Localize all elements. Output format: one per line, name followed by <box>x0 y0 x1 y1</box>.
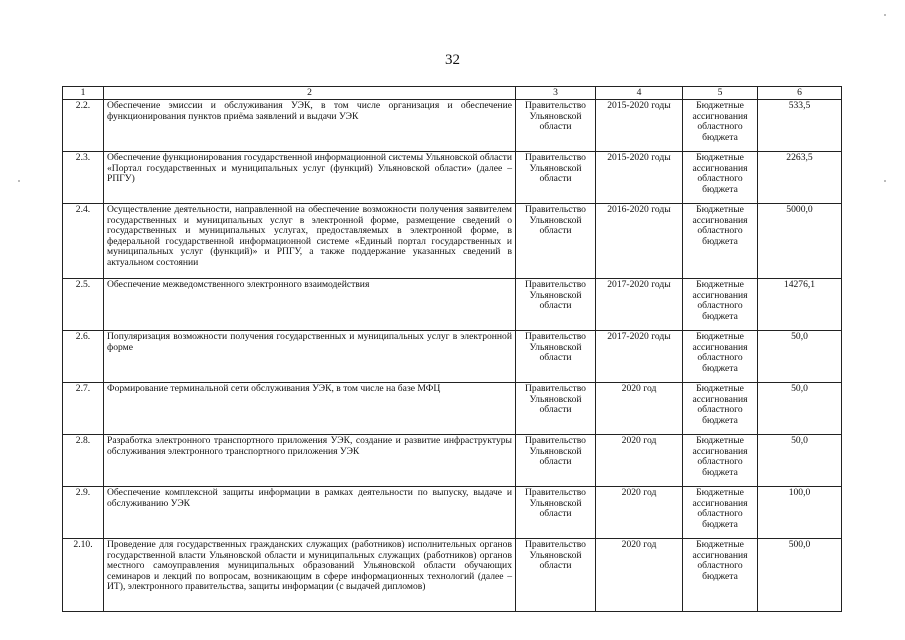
table-row <box>63 100 842 152</box>
page-number: 32 <box>445 52 460 68</box>
amount-cell: 2263,5 <box>758 152 842 204</box>
amount-cell: 500,0 <box>758 539 842 612</box>
amount-cell: 5000,0 <box>758 204 842 279</box>
measure-description: Обеспечение межведомственного электронного взаимодействия <box>104 279 516 331</box>
measure-description: Осуществление деятельности, направленной на обеспечение возможности получения заявителем государственных и муниципальных услуг в электронной форме, размещение сведений о государственных и муниципальных услугах, предоставляемых в электронной форме, в федеральной государственной информационной системе «Единый портал государственных и муниципальных услуг (функций)» и РПГУ, а также поддержание указанных сведений в актуальном состоянии <box>104 204 516 279</box>
table-row <box>63 152 842 204</box>
executor-cell: Правительство Ульяновской области <box>516 279 596 331</box>
measure-description: Формирование терминальной сети обслуживания УЭК, в том числе на базе МФЦ <box>104 383 516 435</box>
period-cell: 2020 год <box>596 487 683 539</box>
scan-artifact <box>884 180 886 182</box>
funding-source-cell: Бюджетные ассигнования областного бюджета <box>683 435 758 487</box>
executor-cell: Правительство Ульяновской области <box>516 383 596 435</box>
column-number-3: 3 <box>516 87 596 100</box>
amount-cell: 50,0 <box>758 331 842 383</box>
row-number: 2.2. <box>63 100 104 152</box>
funding-source-cell: Бюджетные ассигнования областного бюджета <box>683 487 758 539</box>
funding-source-cell: Бюджетные ассигнования областного бюджета <box>683 152 758 204</box>
period-cell: 2016-2020 годы <box>596 204 683 279</box>
funding-source-cell: Бюджетные ассигнования областного бюджета <box>683 383 758 435</box>
executor-cell: Правительство Ульяновской области <box>516 487 596 539</box>
measure-description: Популяризация возможности получения государственных и муниципальных услуг в электронной форме <box>104 331 516 383</box>
period-cell: 2015-2020 годы <box>596 100 683 152</box>
amount-cell: 533,5 <box>758 100 842 152</box>
table-row <box>63 331 842 383</box>
amount-cell: 50,0 <box>758 383 842 435</box>
executor-cell: Правительство Ульяновской области <box>516 331 596 383</box>
row-number: 2.5. <box>63 279 104 331</box>
executor-cell: Правительство Ульяновской области <box>516 435 596 487</box>
column-number-row <box>63 87 842 100</box>
column-number-2: 2 <box>104 87 516 100</box>
measure-description: Обеспечение комплексной защиты информации в рамках деятельности по выпуску, выдаче и обслуживанию УЭК <box>104 487 516 539</box>
period-cell: 2017-2020 годы <box>596 279 683 331</box>
funding-source-cell: Бюджетные ассигнования областного бюджета <box>683 331 758 383</box>
period-cell: 2020 год <box>596 435 683 487</box>
amount-cell: 100,0 <box>758 487 842 539</box>
table-row <box>63 204 842 279</box>
column-number-6: 6 <box>758 87 842 100</box>
table-row <box>63 383 842 435</box>
measure-description: Обеспечение эмиссии и обслуживания УЭК, в том числе организация и обеспечение функционирования пунктов приёма заявлений и выдачи УЭК <box>104 100 516 152</box>
table-row <box>63 435 842 487</box>
scan-artifact <box>884 14 886 16</box>
funding-source-cell: Бюджетные ассигнования областного бюджета <box>683 204 758 279</box>
row-number: 2.3. <box>63 152 104 204</box>
row-number: 2.4. <box>63 204 104 279</box>
executor-cell: Правительство Ульяновской области <box>516 100 596 152</box>
row-number: 2.7. <box>63 383 104 435</box>
table-body <box>63 87 842 612</box>
period-cell: 2020 год <box>596 539 683 612</box>
period-cell: 2017-2020 годы <box>596 331 683 383</box>
measure-description: Обеспечение функционирования государственной информационной системы Ульяновской области «Портал государственных и муниципальных услуг (функций) Ульяновской области» (далее – РПГУ) <box>104 152 516 204</box>
table-row <box>63 487 842 539</box>
column-number-5: 5 <box>683 87 758 100</box>
funding-source-cell: Бюджетные ассигнования областного бюджета <box>683 100 758 152</box>
funding-source-cell: Бюджетные ассигнования областного бюджета <box>683 539 758 612</box>
row-number: 2.6. <box>63 331 104 383</box>
period-cell: 2020 год <box>596 383 683 435</box>
table-row <box>63 539 842 612</box>
period-cell: 2015-2020 годы <box>596 152 683 204</box>
executor-cell: Правительство Ульяновской области <box>516 152 596 204</box>
executor-cell: Правительство Ульяновской области <box>516 204 596 279</box>
measure-description: Разработка электронного транспортного приложения УЭК, создание и развитие инфраструктуры обслуживания электронного транспортного приложения УЭК <box>104 435 516 487</box>
amount-cell: 14276,1 <box>758 279 842 331</box>
row-number: 2.8. <box>63 435 104 487</box>
measure-description: Проведение для государственных гражданских служащих (работников) исполнительных органов государственной власти Ульяновской области и муниципальных служащих (работников) органов местного самоуправления муниципальных образований Ульяновской области обучающих семинаров и лекций по вопросам, возникающим в сфере информационных технологий (далее – ИТ), электронного правительства, защиты информации (с выдачей дипломов) <box>104 539 516 612</box>
funding-source-cell: Бюджетные ассигнования областного бюджета <box>683 279 758 331</box>
scan-artifact <box>18 180 20 182</box>
executor-cell: Правительство Ульяновской области <box>516 539 596 612</box>
measures-table <box>62 86 842 612</box>
table-row <box>63 279 842 331</box>
row-number: 2.9. <box>63 487 104 539</box>
column-number-4: 4 <box>596 87 683 100</box>
column-number-1: 1 <box>63 87 104 100</box>
amount-cell: 50,0 <box>758 435 842 487</box>
row-number: 2.10. <box>63 539 104 612</box>
